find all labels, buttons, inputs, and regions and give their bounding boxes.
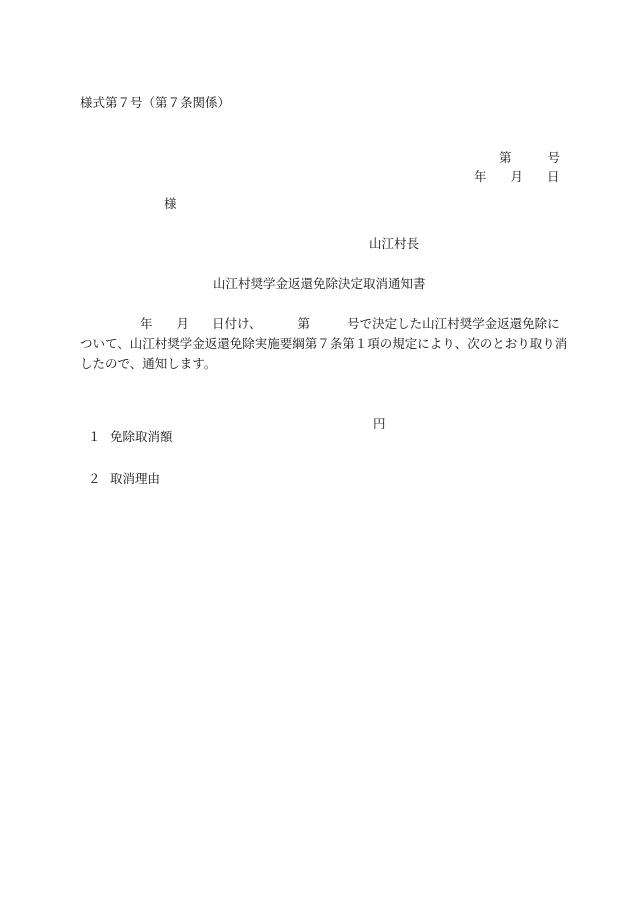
- body-line-2: ついて、山江村奨学金返還免除実施要綱第７条第１項の規定により、次のとおり取り消: [80, 336, 568, 351]
- body-line-1: [80, 318, 558, 331]
- document-number-suffix: 号: [547, 149, 560, 165]
- item-cancel-amount: [80, 416, 386, 444]
- item-unit: 円: [373, 416, 386, 431]
- item-label: 取消理由: [109, 470, 160, 486]
- body-year: 年: [140, 316, 153, 331]
- form-label: 様式第７号（第７条関係）: [80, 95, 231, 110]
- body-dai: 第: [297, 316, 311, 331]
- item-label: 免除取消額: [109, 428, 173, 444]
- body-line-3: したので、通知します。: [80, 356, 217, 371]
- document-number-prefix: 第: [498, 149, 512, 165]
- item-cancel-reason: [80, 460, 160, 485]
- date-day: 日: [546, 168, 560, 184]
- document-date: [466, 158, 560, 183]
- addressee: 様: [164, 196, 177, 211]
- date-month: 月: [510, 168, 523, 184]
- issuer: 山江村長: [369, 236, 420, 251]
- item-number: １: [87, 428, 101, 444]
- document-title: 山江村奨学金返還免除決定取消通知書: [213, 276, 426, 291]
- body-dated: 日付け、: [212, 316, 262, 331]
- item-number: ２: [87, 470, 101, 486]
- date-year: 年: [473, 168, 487, 184]
- body-rest-line1: 号で決定した山江村奨学金返還免除に: [347, 316, 560, 331]
- body-month: 月: [176, 316, 190, 331]
